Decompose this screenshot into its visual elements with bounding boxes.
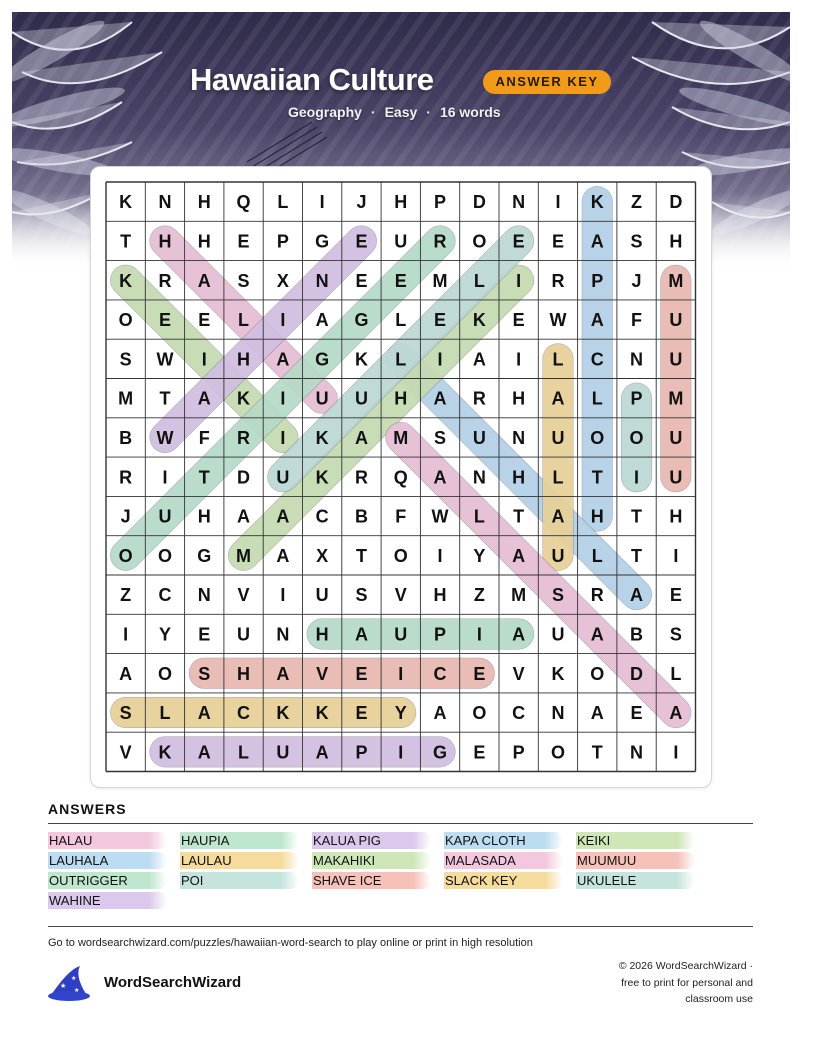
grid-letter[interactable]: A [433,467,447,488]
grid-letter[interactable]: X [316,545,329,566]
grid-letter[interactable]: L [277,192,289,213]
grid-letter[interactable]: U [669,427,683,448]
grid-letter[interactable]: O [393,545,408,566]
divider [48,823,753,824]
grid-letter[interactable]: A [237,506,251,527]
grid-letter[interactable]: D [630,663,644,684]
grid-letter[interactable]: E [355,663,368,684]
grid-letter[interactable]: N [512,192,526,213]
grid-letter[interactable]: D [237,467,251,488]
puzzle-meta [288,104,501,120]
grid-letter[interactable]: R [472,388,486,409]
answers-heading: ANSWERS [48,801,127,817]
answer-item: KALUA PIG [312,832,431,849]
grid-letter[interactable]: M [236,545,252,566]
grid-letter[interactable]: Y [473,545,486,566]
grid-letter[interactable]: V [237,585,250,606]
grid-letter[interactable]: C [512,703,526,724]
grid-letter[interactable]: I [280,388,286,409]
grid-letter[interactable]: R [590,585,604,606]
grid-letter[interactable]: I [162,467,168,488]
grid-letter[interactable]: U [394,231,408,252]
grid-letter[interactable]: T [198,467,210,488]
grid-letter[interactable]: B [354,506,368,527]
grid-letter[interactable]: A [590,310,604,331]
grid-letter[interactable]: I [437,545,443,566]
grid-letter[interactable]: G [315,231,330,252]
grid-letter[interactable]: A [669,703,683,724]
grid-letter[interactable]: R [551,270,565,291]
copyright-line: classroom use [685,993,753,1005]
grid-letter[interactable]: B [630,624,644,645]
grid-letter[interactable]: O [590,427,605,448]
grid-letter[interactable]: A [354,427,368,448]
grid-letter[interactable]: M [668,270,684,291]
grid-letter[interactable]: U [315,585,329,606]
grid-letter[interactable]: P [355,742,368,763]
grid-letter[interactable]: U [551,427,565,448]
grid-letter[interactable]: U [394,624,408,645]
grid-letter[interactable]: T [591,467,603,488]
grid-letter[interactable]: A [433,388,447,409]
grid-letter[interactable]: A [197,742,211,763]
grid-letter[interactable]: Z [120,585,132,606]
grid-letter[interactable]: S [551,585,564,606]
grid-letter[interactable]: D [472,192,486,213]
grid-letter[interactable]: E [434,310,447,331]
grid-letter[interactable]: M [668,388,684,409]
svg-text:★: ★ [60,983,67,990]
grid-letter[interactable]: G [197,545,212,566]
grid-letter[interactable]: N [630,349,644,370]
grid-letter[interactable]: E [394,270,407,291]
grid-letter[interactable]: A [276,545,290,566]
answer-item: KAPA CLOTH [444,832,563,849]
grid-letter[interactable]: S [434,427,447,448]
grid-letter[interactable]: A [197,388,211,409]
grid-letter[interactable]: X [276,270,289,291]
grid-letter[interactable]: O [472,231,487,252]
grid-letter[interactable]: T [631,545,643,566]
grid-letter[interactable]: A [276,349,290,370]
grid-letter[interactable]: M [432,270,448,291]
grid-letter[interactable]: P [434,624,447,645]
grid-letter[interactable]: S [198,663,211,684]
grid-letter[interactable]: R [433,231,447,252]
grid-letter[interactable]: F [631,310,643,331]
grid-letter[interactable]: C [590,349,604,370]
grid-letter[interactable]: O [157,663,172,684]
grid-letter[interactable]: H [197,231,211,252]
grid-letter[interactable]: N [472,467,486,488]
grid-letter[interactable]: R [354,467,368,488]
grid-letter[interactable]: E [237,231,250,252]
grid-letter[interactable]: G [315,349,330,370]
grid-letter[interactable]: N [315,270,329,291]
grid-letter[interactable]: I [555,192,561,213]
separator-dot: · [370,104,376,120]
grid-letter[interactable]: I [516,270,522,291]
grid-letter[interactable]: L [552,467,564,488]
grid-letter[interactable]: H [512,467,526,488]
grid-letter[interactable]: K [315,427,329,448]
grid-letter[interactable]: K [158,742,172,763]
grid-letter[interactable]: A [630,585,644,606]
grid-letter[interactable]: V [316,663,329,684]
grid-letter[interactable]: T [159,388,171,409]
grid-letter[interactable]: H [590,506,604,527]
grid-letter[interactable]: A [315,742,329,763]
grid-letter[interactable]: H [433,585,447,606]
answer-item: WAHINE [48,892,167,909]
grid-letter[interactable]: N [630,742,644,763]
grid-letter[interactable]: Q [236,192,251,213]
grid-letter[interactable]: L [159,703,171,724]
grid-letter[interactable]: I [398,663,404,684]
answer-key-badge: ANSWER KEY [483,70,611,94]
grid-letter[interactable]: L [552,349,564,370]
answer-item: MALASADA [444,852,563,869]
grid-letter[interactable]: U [551,545,565,566]
answer-item: OUTRIGGER [48,872,167,889]
grid-letter[interactable]: O [550,742,565,763]
grid-letter[interactable]: L [238,310,250,331]
grid-letter[interactable]: U [551,624,565,645]
grid-letter[interactable]: K [472,310,486,331]
grid-letter[interactable]: H [394,388,408,409]
grid-letter[interactable]: I [280,427,286,448]
grid-letter[interactable]: L [473,506,485,527]
grid-letter[interactable]: T [120,231,132,252]
page-title: Hawaiian Culture [190,62,434,97]
answer-item: HAUPIA [180,832,299,849]
grid-letter[interactable]: P [276,231,289,252]
answer-item: POI [180,872,299,889]
grid-letter[interactable]: A [551,388,565,409]
grid-letter[interactable]: K [315,467,329,488]
grid-letter[interactable]: C [237,703,251,724]
grid-letter[interactable]: H [669,506,683,527]
grid-letter[interactable]: A [590,231,604,252]
grid-letter[interactable]: K [315,703,329,724]
grid-letter[interactable]: T [513,506,525,527]
grid-letter[interactable]: K [119,270,133,291]
grid-letter[interactable]: L [591,388,603,409]
grid-letter[interactable]: L [670,663,682,684]
puzzle-board [90,166,712,788]
grid-letter[interactable]: E [512,310,525,331]
footer-link-text[interactable]: Go to wordsearchwizard.com/puzzles/hawaiian-word-search to play online or print in high resolution [48,937,533,949]
grid-letter[interactable]: E [198,310,211,331]
grid-letter[interactable]: G [433,742,448,763]
grid-letter[interactable]: A [590,624,604,645]
answer-item: HALAU [48,832,167,849]
grid-letter[interactable]: J [120,506,131,527]
grid-letter[interactable]: W [156,349,174,370]
grid-letter[interactable]: H [158,231,172,252]
grid-letter[interactable]: U [669,310,683,331]
grid-letter[interactable]: A [197,703,211,724]
grid-letter[interactable]: O [472,703,487,724]
grid-letter[interactable]: I [476,624,482,645]
grid-letter[interactable]: H [315,624,329,645]
grid-letter[interactable]: E [158,310,171,331]
grid-letter[interactable]: P [591,270,604,291]
grid-letter[interactable]: N [197,585,211,606]
grid-letter[interactable]: U [669,349,683,370]
copyright-line: © 2026 WordSearchWizard · [618,960,753,972]
grid-letter[interactable]: V [512,663,525,684]
grid-letter[interactable]: A [512,545,526,566]
grid-letter[interactable]: W [549,310,567,331]
grid-letter[interactable]: O [118,310,133,331]
grid-letter[interactable]: R [119,467,133,488]
grid-letter[interactable]: I [673,742,679,763]
grid-letter[interactable]: E [473,742,486,763]
grid-letter[interactable]: S [119,349,132,370]
grid-letter[interactable]: U [315,388,329,409]
grid-letter[interactable]: K [119,192,133,213]
grid-letter[interactable]: T [631,506,643,527]
grid-letter[interactable]: Y [394,703,407,724]
grid-letter[interactable]: S [119,703,132,724]
grid-letter[interactable]: B [119,427,133,448]
grid-letter[interactable]: U [276,467,290,488]
grid-letter[interactable]: A [197,270,211,291]
grid-letter[interactable]: S [237,270,250,291]
grid-letter[interactable]: H [512,388,526,409]
grid-letter[interactable]: H [669,231,683,252]
grid-letter[interactable]: C [433,663,447,684]
grid-letter[interactable]: A [354,624,368,645]
grid-letter[interactable]: W [431,506,449,527]
grid-letter[interactable]: H [197,506,211,527]
grid-letter[interactable]: P [630,388,643,409]
grid-letter[interactable]: E [355,270,368,291]
answer-item: UKULELE [576,872,695,889]
grid-letter[interactable]: G [354,310,369,331]
grid-letter[interactable]: A [315,310,329,331]
answer-item: MUUMUU [576,852,695,869]
grid-letter[interactable]: A [433,703,447,724]
grid-letter[interactable]: A [512,624,526,645]
answer-item: SHAVE ICE [312,872,431,889]
grid-letter[interactable]: A [276,663,290,684]
grid-letter[interactable]: M [393,427,409,448]
grid-letter[interactable]: Q [393,467,408,488]
grid-letter[interactable]: J [356,192,367,213]
copyright-line: free to print for personal and [621,976,753,989]
grid-letter[interactable]: U [354,388,368,409]
grid-letter[interactable]: I [280,310,286,331]
grid-letter[interactable]: K [551,663,565,684]
grid-letter[interactable]: H [197,192,211,213]
category-label: Geography [288,104,362,120]
grid-letter[interactable]: I [398,742,404,763]
grid-letter[interactable]: K [590,192,604,213]
grid-letter[interactable]: I [673,545,679,566]
grid-letter[interactable]: V [394,585,407,606]
grid-letter[interactable]: T [355,545,367,566]
grid-letter[interactable]: L [395,349,407,370]
svg-text:★: ★ [71,976,77,982]
grid-letter[interactable]: S [630,231,643,252]
divider [48,926,753,927]
grid-letter[interactable]: F [198,427,210,448]
copyright-notice [553,958,753,1008]
grid-letter[interactable]: E [669,585,682,606]
grid-letter[interactable]: E [630,703,643,724]
grid-letter[interactable]: O [590,663,605,684]
grid-letter[interactable]: Y [158,624,171,645]
grid-letter[interactable]: A [590,703,604,724]
grid-letter[interactable]: N [276,624,290,645]
grid-letter[interactable]: C [315,506,329,527]
grid-letter[interactable]: N [512,427,526,448]
grid-letter[interactable]: I [280,585,286,606]
grid-letter[interactable]: I [634,467,640,488]
grid-letter[interactable]: J [631,270,642,291]
grid-letter[interactable]: L [473,270,485,291]
difficulty-label: Easy [384,104,418,120]
grid-letter[interactable]: H [394,192,408,213]
grid-letter[interactable]: M [118,388,134,409]
grid-letter[interactable]: A [119,663,133,684]
grid-letter[interactable]: I [319,192,325,213]
answer-item: LAUHALA [48,852,167,869]
grid-letter[interactable]: K [237,388,251,409]
grid-letter[interactable]: N [551,703,565,724]
grid-letter[interactable]: S [669,624,682,645]
grid-letter[interactable]: E [512,231,525,252]
grid-letter[interactable]: L [591,545,603,566]
grid-letter[interactable]: U [472,427,486,448]
grid-letter[interactable]: E [473,663,486,684]
answer-item: SLACK KEY [444,872,563,889]
grid-letter[interactable]: H [237,663,251,684]
grid-letter[interactable]: P [512,742,525,763]
grid-letter[interactable]: M [511,585,527,606]
grid-letter[interactable]: P [434,192,447,213]
grid-letter[interactable]: T [591,742,603,763]
grid-letter[interactable]: C [158,585,172,606]
grid-letter[interactable]: K [276,703,290,724]
grid-letter[interactable]: E [551,231,564,252]
grid-letter[interactable]: V [119,742,132,763]
grid-letter[interactable]: A [276,506,290,527]
brand-name[interactable]: WordSearchWizard [104,974,242,991]
grid-letter[interactable]: O [157,545,172,566]
grid-letter[interactable]: L [395,310,407,331]
grid-letter[interactable]: U [276,742,290,763]
grid-letter[interactable]: O [118,545,133,566]
grid-letter[interactable]: R [158,270,172,291]
answer-item: LAULAU [180,852,299,869]
wizard-hat-icon [46,964,94,1009]
grid-letter[interactable]: A [472,349,486,370]
grid-letter[interactable]: I [201,349,207,370]
grid-letter[interactable]: K [354,349,368,370]
grid-letter[interactable]: L [238,742,250,763]
grid-letter[interactable]: N [158,192,172,213]
grid-letter[interactable]: O [629,427,644,448]
answer-item: KEIKI [576,832,695,849]
grid-letter[interactable]: I [437,349,443,370]
grid-letter[interactable]: U [669,467,683,488]
word-count-label: 16 words [439,104,501,120]
grid-letter[interactable]: E [355,231,368,252]
grid-letter[interactable]: H [237,349,251,370]
separator-dot: · [426,104,431,120]
grid-letter[interactable]: E [198,624,211,645]
svg-text:★: ★ [74,988,80,994]
grid-letter[interactable]: S [355,585,368,606]
answer-item: MAKAHIKI [312,852,431,869]
letter-grid [91,167,711,787]
grid-letter[interactable]: A [551,506,565,527]
grid-letter[interactable]: W [156,427,174,448]
grid-letter[interactable]: D [669,192,683,213]
grid-letter[interactable]: U [158,506,172,527]
grid-letter[interactable]: Z [473,585,485,606]
grid-letter[interactable]: E [355,703,368,724]
grid-letter[interactable]: R [237,427,251,448]
grid-letter[interactable]: Z [631,192,643,213]
grid-letter[interactable]: F [395,506,407,527]
grid-letter[interactable]: I [516,349,522,370]
grid-letter[interactable]: I [123,624,129,645]
grid-letter[interactable]: U [237,624,251,645]
